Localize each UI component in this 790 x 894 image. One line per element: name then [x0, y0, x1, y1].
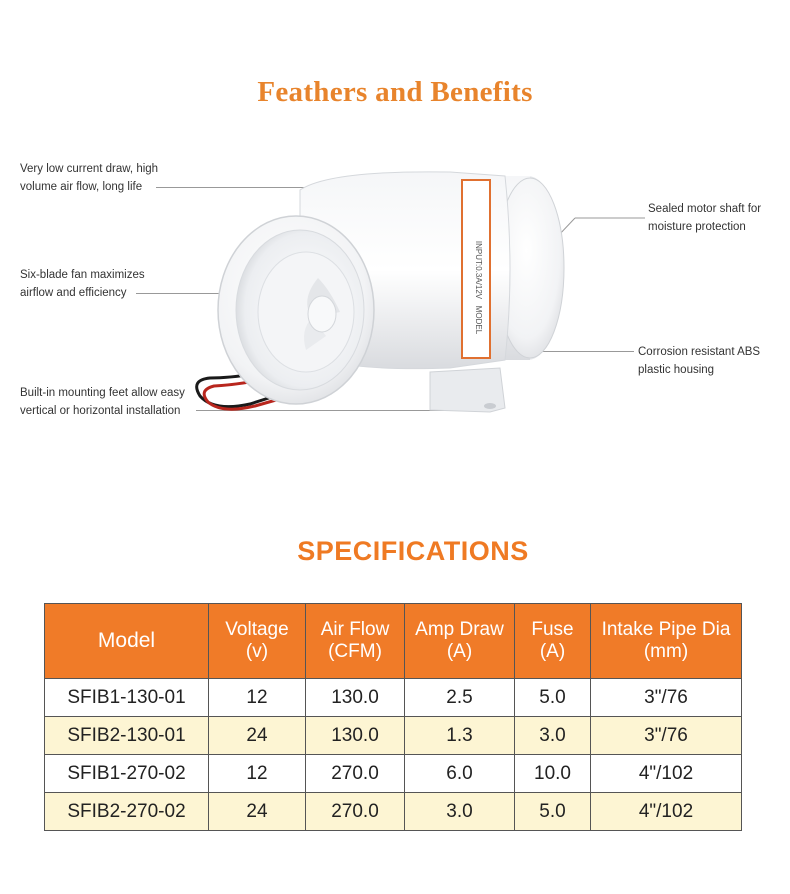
features-heading: Feathers and Benefits [257, 76, 533, 108]
specifications-heading: SPECIFICATIONS [297, 536, 529, 566]
cell-amp-draw: 6.0 [405, 755, 515, 793]
cell-air-flow: 270.0 [306, 755, 405, 793]
callout-current-line1: Very low current draw, high [20, 163, 159, 175]
cell-amp-draw: 2.5 [405, 679, 515, 717]
cell-fuse: 10.0 [515, 755, 591, 793]
header-model: Model [45, 604, 209, 679]
callout-mount-line1: Built-in mounting feet allow easy [20, 387, 185, 399]
table-row [45, 717, 742, 755]
callout-fan-line1: Six-blade fan maximizes [20, 269, 145, 281]
cell-model: SFIB2-270-02 [45, 793, 209, 831]
table-row [45, 679, 742, 717]
cell-amp-draw: 1.3 [405, 717, 515, 755]
callout-mount-line2: vertical or horizontal installation [20, 405, 181, 417]
cell-fuse: 5.0 [515, 679, 591, 717]
callout-abs-line2: plastic housing [638, 364, 715, 376]
cell-voltage: 12 [209, 679, 306, 717]
header-amp-draw: Amp Draw (A) [405, 604, 515, 679]
label-rating-text: INPUT:0.3A/12V [474, 240, 483, 300]
specifications-table [44, 603, 742, 831]
cell-voltage: 24 [209, 717, 306, 755]
cell-voltage: 24 [209, 793, 306, 831]
cell-model: SFIB1-130-01 [45, 679, 209, 717]
header-fuse: Fuse (A) [515, 604, 591, 679]
cell-fuse: 3.0 [515, 717, 591, 755]
table-header-row [45, 604, 742, 679]
label-model-text: MODEL [474, 305, 483, 335]
cell-intake-pipe-dia: 4"/102 [591, 793, 742, 831]
cell-voltage: 12 [209, 755, 306, 793]
cell-model: SFIB1-270-02 [45, 755, 209, 793]
callout-fan-line2: airflow and efficiency [20, 287, 127, 299]
cell-fuse: 5.0 [515, 793, 591, 831]
callout-abs-line1: Corrosion resistant ABS [638, 346, 761, 358]
cell-intake-pipe-dia: 3"/76 [591, 717, 742, 755]
cell-air-flow: 130.0 [306, 679, 405, 717]
header-intake-pipe-dia: Intake Pipe Dia (mm) [591, 604, 742, 679]
cell-intake-pipe-dia: 4"/102 [591, 755, 742, 793]
header-air-flow: Air Flow (CFM) [306, 604, 405, 679]
callout-current-line2: volume air flow, long life [20, 181, 143, 193]
cell-air-flow: 130.0 [306, 717, 405, 755]
cell-air-flow: 270.0 [306, 793, 405, 831]
table-row [45, 755, 742, 793]
table-row [45, 793, 742, 831]
cell-intake-pipe-dia: 3"/76 [591, 679, 742, 717]
header-voltage: Voltage (v) [209, 604, 306, 679]
cell-model: SFIB2-130-01 [45, 717, 209, 755]
callout-shaft-line2: moisture protection [648, 221, 746, 233]
cell-amp-draw: 3.0 [405, 793, 515, 831]
callout-shaft-line1: Sealed motor shaft for [648, 203, 762, 215]
